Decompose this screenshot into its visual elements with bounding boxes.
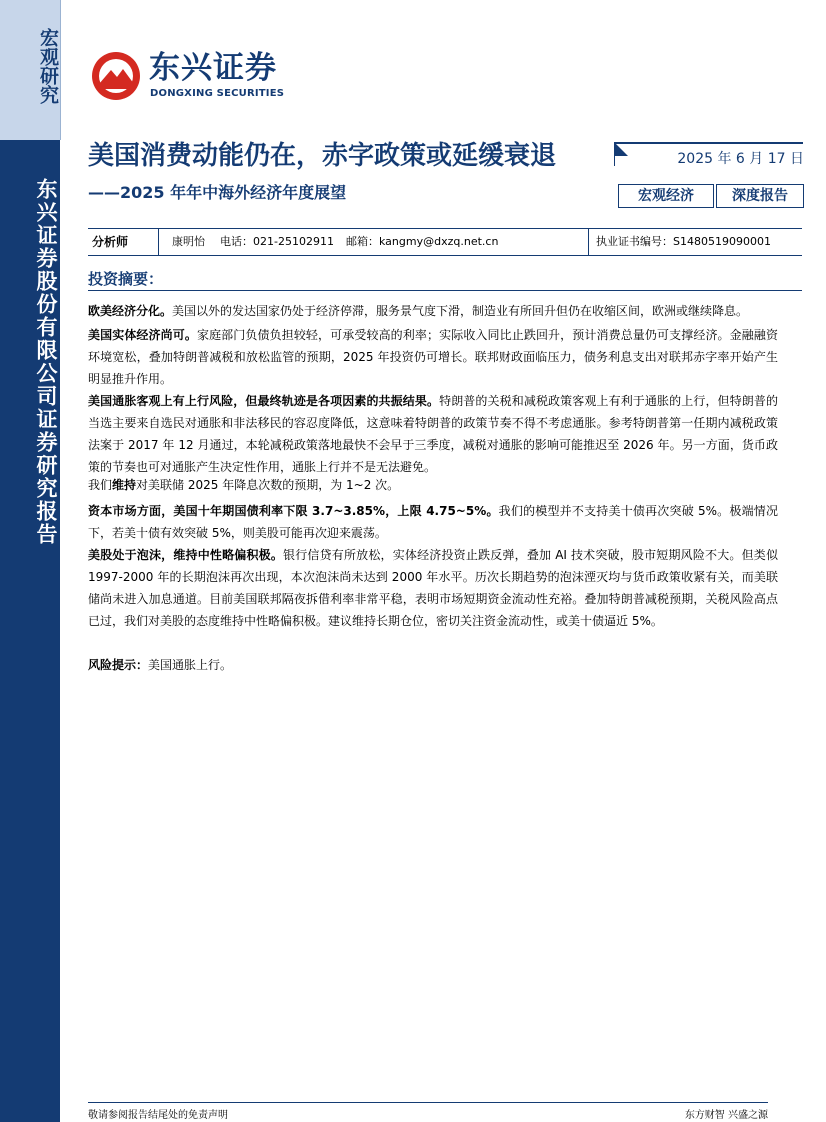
brand-name-en: DONGXING SECURITIES (150, 88, 285, 99)
report-subtitle: ——2025 年年中海外经济年度展望 (88, 183, 347, 202)
tag-macro-economy: 宏观经济 (618, 184, 714, 208)
report-date: 2025 年 6 月 17 日 (677, 151, 804, 167)
footer-rule (88, 1102, 768, 1103)
risk-label: 风险提示： (88, 658, 149, 672)
paragraph-text: 我们的模型并不支持美十债再次突破 5%。极端情况下，若美十债有效突破 5%，则美股可能再次迎来震荡。 (88, 504, 778, 540)
analyst-email: 邮箱：kangmy@dxzq.net.cn (346, 235, 499, 248)
summary-rule (88, 290, 802, 291)
analyst-phone: 电话：021-25102911 (220, 235, 334, 248)
summary-paragraph (88, 390, 778, 478)
summary-paragraph (88, 544, 778, 632)
risk-warning (88, 654, 778, 676)
paragraph-lead: 美股处于泡沫，维持中性略偏积极。 (88, 548, 284, 562)
paragraph-lead: 资本市场方面，美国十年期国债利率下限 3.7~3.85%，上限 4.75~5%。 (88, 504, 499, 518)
sidebar-report-type: 东兴证券股份有限公司证券研究报告 (34, 178, 58, 546)
summary-paragraph (88, 474, 778, 496)
divider (158, 229, 159, 255)
divider (588, 229, 589, 255)
summary-paragraph (88, 324, 778, 390)
analyst-label: 分析师 (92, 235, 129, 249)
tag-in-depth-report: 深度报告 (716, 184, 804, 208)
paragraph-text: 家庭部门负债负担较轻，可承受较高的利率；实际收入同比止跌回升，预计消费总量仍可支撑经济。金融融资环境宽松，叠加特朗普减税和放松监管的预期，2025 年投资仍可增长。联邦财政面临压力，债务利息支出对联邦赤字率开始产生明显推升作用。 (88, 328, 778, 386)
summary-paragraph (88, 300, 778, 322)
paragraph-lead: 美国通胀客观上有上行风险，但最终轨迹是各项因素的共振结果。 (88, 394, 440, 408)
risk-text: 美国通胀上行。 (148, 658, 233, 672)
analyst-info-row (88, 228, 802, 256)
corner-triangle-icon (614, 142, 628, 156)
analyst-name: 康明怡 (172, 235, 205, 248)
paragraph-text: 银行信贷有所放松，实体经济投资止跌反弹，叠加 AI 技术突破，股市短期风险不大。但类似 1997-2000 年的长期泡沫再次出现，本次泡沫尚未达到 2000 年水平。历次长期趋势的泡沫湮灭均与货币政策收紧有关，而美联储尚未进入加息通道。目前美国联邦隔夜拆借利率非常平稳，表明市场短期资金流动性充裕。叠加特朗普减税预期，关税风险高点已过，我们对美股的态度维持中性略偏积极。建议维持长期仓位，密切关注资金流动性，或美十债逼近 5%。 (88, 548, 778, 628)
summary-heading: 投资摘要： (88, 270, 164, 288)
brand-name-cn: 东兴证券 (149, 50, 277, 86)
paragraph-text: 美国以外的发达国家仍处于经济停滞，服务景气度下滑，制造业有所回升但仍在收缩区间，欧洲或继续降息。 (172, 304, 749, 318)
analyst-cert-number: 执业证书编号：S1480519090001 (596, 235, 771, 248)
paragraph-text: 对美联储 2025 年降息次数的预期，为 1~2 次。 (136, 478, 400, 492)
paragraph-lead: 维持 (112, 478, 137, 492)
paragraph-prefix: 我们 (88, 478, 113, 492)
report-title: 美国消费动能仍在，赤字政策或延缓衰退 (88, 141, 557, 171)
paragraph-text: 特朗普的关税和减税政策客观上有利于通胀的上行，但特朗普的当选主要来自选民对通胀和非法移民的容忍度降低，这意味着特朗普的政策节奏不得不考虑通胀。参考特朗普第一任期内减税政策法案于 2017 年 12 月通过，本轮减税政策落地最快不会早于三季度，减税对通胀的影响可能推迟至 2026 年。另一方面，货币政策的节奏也可对通胀产生决定性作用，通胀上行并不是无法避免。 (88, 394, 778, 474)
footer-disclaimer: 敬请参阅报告结尾处的免责声明 (88, 1110, 228, 1121)
paragraph-lead: 欧美经济分化。 (88, 304, 173, 318)
footer-slogan: 东方财智 兴盛之源 (684, 1110, 768, 1121)
summary-paragraph (88, 500, 778, 544)
sidebar-category-label: 宏观研究 (37, 28, 59, 104)
paragraph-lead: 美国实体经济尚可。 (88, 328, 197, 342)
dongxing-logo-icon (90, 50, 142, 102)
